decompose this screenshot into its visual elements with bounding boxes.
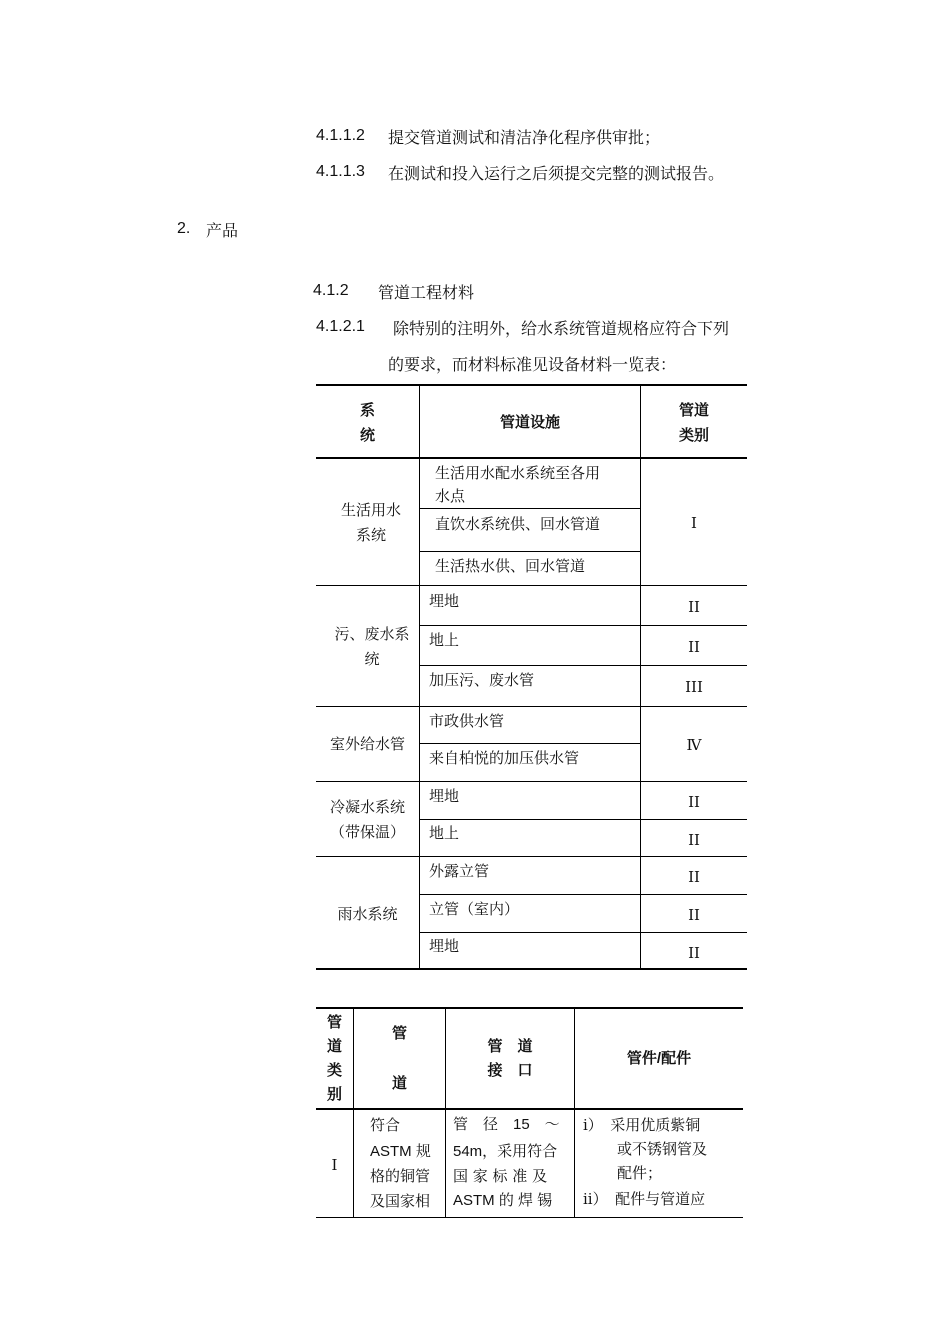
facility-cell: 埋地 [429,787,460,805]
facility-cell: 地上 [429,824,460,842]
table-rule [316,1007,743,1009]
header-facility: 管道设施 [499,414,560,431]
table-rule [316,968,747,970]
fittings-cell: i） 采用优质紫铜 [583,1116,701,1134]
joint-cell: 54m，采用符合 [453,1143,558,1160]
facility-cell: 立管（室内） [429,900,520,918]
class-cell: III [685,678,703,696]
table-rule [316,1108,743,1110]
table-rule [574,1007,575,1218]
facility-cell: 埋地 [429,592,460,610]
header-class: 别 [326,1086,342,1103]
clause-text-continued: 的要求，而材料标准见设备材料一览表： [388,355,677,374]
header-pipe: 道 [391,1075,407,1092]
class-cell: II [688,638,700,656]
clause-text: 提交管道测试和清洁净化程序供审批； [388,128,661,147]
table-rule [419,384,420,970]
system-cell: 统 [364,650,380,668]
header-joint: 管 道 [487,1038,533,1055]
header-class: 类 [326,1062,342,1079]
system-cell: 冷凝水系统 [329,798,405,816]
table-rule [419,665,747,666]
class-cell: I [331,1156,338,1174]
header-system: 统 [359,427,375,444]
facility-cell: 埋地 [429,937,460,955]
section-title: 产品 [206,221,239,240]
table-rule [419,743,641,744]
class-cell: II [688,868,700,886]
class-cell: II [688,831,700,849]
clause-number: 4.1.1.3 [316,163,365,180]
facility-cell: 水点 [435,487,466,505]
table-rule [419,551,641,552]
table-rule [419,894,747,895]
table-rule [316,706,747,707]
system-cell: 室外给水管 [329,735,405,753]
system-cell: （带保温） [329,823,405,841]
joint-cell: ASTM 的 焊 锡 [453,1192,553,1209]
subsection-number: 4.1.2 [313,282,349,299]
class-cell: II [688,598,700,616]
table-rule [316,856,747,857]
facility-cell: 市政供水管 [429,712,505,730]
header-pipe: 管 [391,1025,407,1042]
clause-text: 在测试和投入运行之后须提交完整的测试报告。 [388,164,725,183]
class-cell: II [688,793,700,811]
class-cell: II [688,944,700,962]
joint-cell: 国 家 标 准 及 [453,1167,548,1185]
section-number: 2. [177,220,191,237]
system-cell: 系统 [355,526,386,544]
clause-number: 4.1.1.2 [316,127,365,144]
clause-number: 4.1.2.1 [316,318,365,335]
fittings-cell: 配件； [617,1164,663,1182]
header-fittings: 管件/配件 [626,1050,692,1067]
system-cell: 雨水系统 [337,905,398,923]
table-rule [316,1217,743,1218]
clause-text: 除特别的注明外，给水系统管道规格应符合下列 [393,319,730,338]
pipe-cell: ASTM 规 [370,1143,431,1160]
facility-cell: 生活用水配水系统至各用 [435,464,601,482]
facility-cell: 生活热水供、回水管道 [435,557,586,575]
subsection-title: 管道工程材料 [378,283,475,302]
table-rule [419,819,747,820]
header-class: 类别 [678,427,709,444]
table-rule [419,508,641,509]
pipe-cell: 及国家相 [370,1192,431,1210]
pipe-cell: 格的铜管 [370,1167,431,1185]
joint-cell: 管 径 15 ～ [453,1116,560,1133]
facility-cell: 加压污、废水管 [429,671,535,689]
table-rule [419,932,747,933]
class-cell: Ⅳ [686,736,702,754]
facility-cell: 外露立管 [429,862,490,880]
table-rule [419,625,747,626]
table-rule [316,384,747,386]
pipe-cell: 符合 [370,1116,401,1134]
facility-cell: 来自柏悦的加压供水管 [429,749,580,767]
system-cell: 污、废水系 [334,625,410,643]
header-system: 系 [359,402,375,419]
header-class: 管 [326,1014,342,1031]
facility-cell: 地上 [429,631,460,649]
system-cell: 生活用水 [340,501,401,519]
header-class: 道 [326,1038,342,1055]
class-cell: II [688,906,700,924]
fittings-cell: ii） 配件与管道应 [583,1190,706,1208]
facility-cell: 直饮水系统供、回水管道 [435,515,601,533]
table-rule [316,457,747,459]
header-joint: 接 口 [487,1062,533,1079]
table-rule [316,781,747,782]
fittings-cell: 或不锈钢管及 [617,1140,708,1158]
header-class: 管道 [678,402,709,419]
table-rule [316,585,747,586]
class-cell: I [691,514,697,532]
